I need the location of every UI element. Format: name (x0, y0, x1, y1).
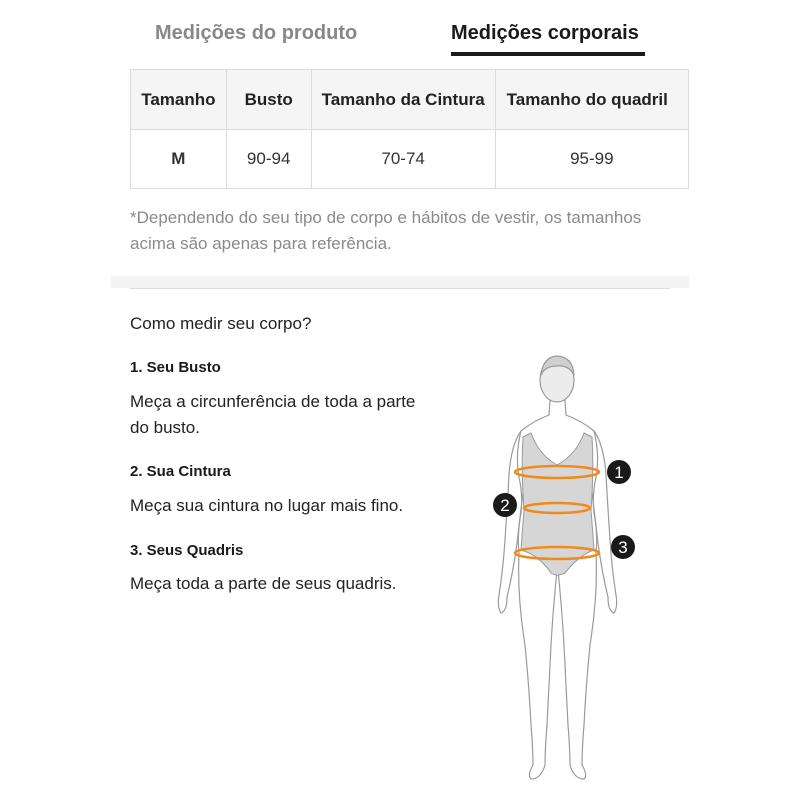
table-header-cell: Busto (226, 70, 311, 130)
marker-1 (607, 460, 631, 484)
step-bust-title: 1. Seu Busto (130, 359, 221, 376)
size-table-container[interactable] (111, 60, 689, 200)
table-cell: M (131, 130, 227, 189)
marker-2 (493, 493, 517, 517)
tab-product-measurements[interactable]: Medições do produto (155, 22, 358, 44)
table-row (131, 130, 689, 189)
body-measurement-figure (481, 345, 641, 785)
svg-text:2: 2 (500, 496, 510, 515)
how-to-measure-title: Como medir seu corpo? (130, 314, 312, 333)
size-table (130, 69, 689, 189)
marker-3 (611, 535, 635, 559)
table-header-row (131, 70, 689, 130)
table-header-cell: Tamanho da Cintura (311, 70, 495, 130)
table-header-cell: Tamanho do quadril (495, 70, 688, 130)
table-cell: 70-74 (311, 130, 495, 189)
step-hips-title: 3. Seus Quadris (130, 542, 244, 559)
section-separator (111, 276, 689, 288)
table-cell: 90-94 (226, 130, 311, 189)
table-header-cell: Tamanho (131, 70, 227, 130)
size-guide-panel (111, 0, 689, 800)
svg-text:3: 3 (618, 538, 628, 557)
step-bust-text: Meça a circunferência de toda a parte do busto. (130, 392, 416, 437)
active-tab-indicator (451, 52, 645, 56)
divider (130, 288, 670, 289)
table-cell: 95-99 (495, 130, 688, 189)
step-waist-title: 2. Sua Cintura (130, 463, 231, 480)
step-waist-text: Meça sua cintura no lugar mais fino. (130, 496, 404, 515)
step-hips-text: Meça toda a parte de seus quadris. (130, 574, 397, 593)
svg-text:1: 1 (614, 463, 624, 482)
tab-body-measurements[interactable]: Medições corporais (451, 22, 639, 44)
reference-note: *Dependendo do seu tipo de corpo e hábitos de vestir, os tamanhos acima são apenas para referência. (130, 208, 642, 253)
